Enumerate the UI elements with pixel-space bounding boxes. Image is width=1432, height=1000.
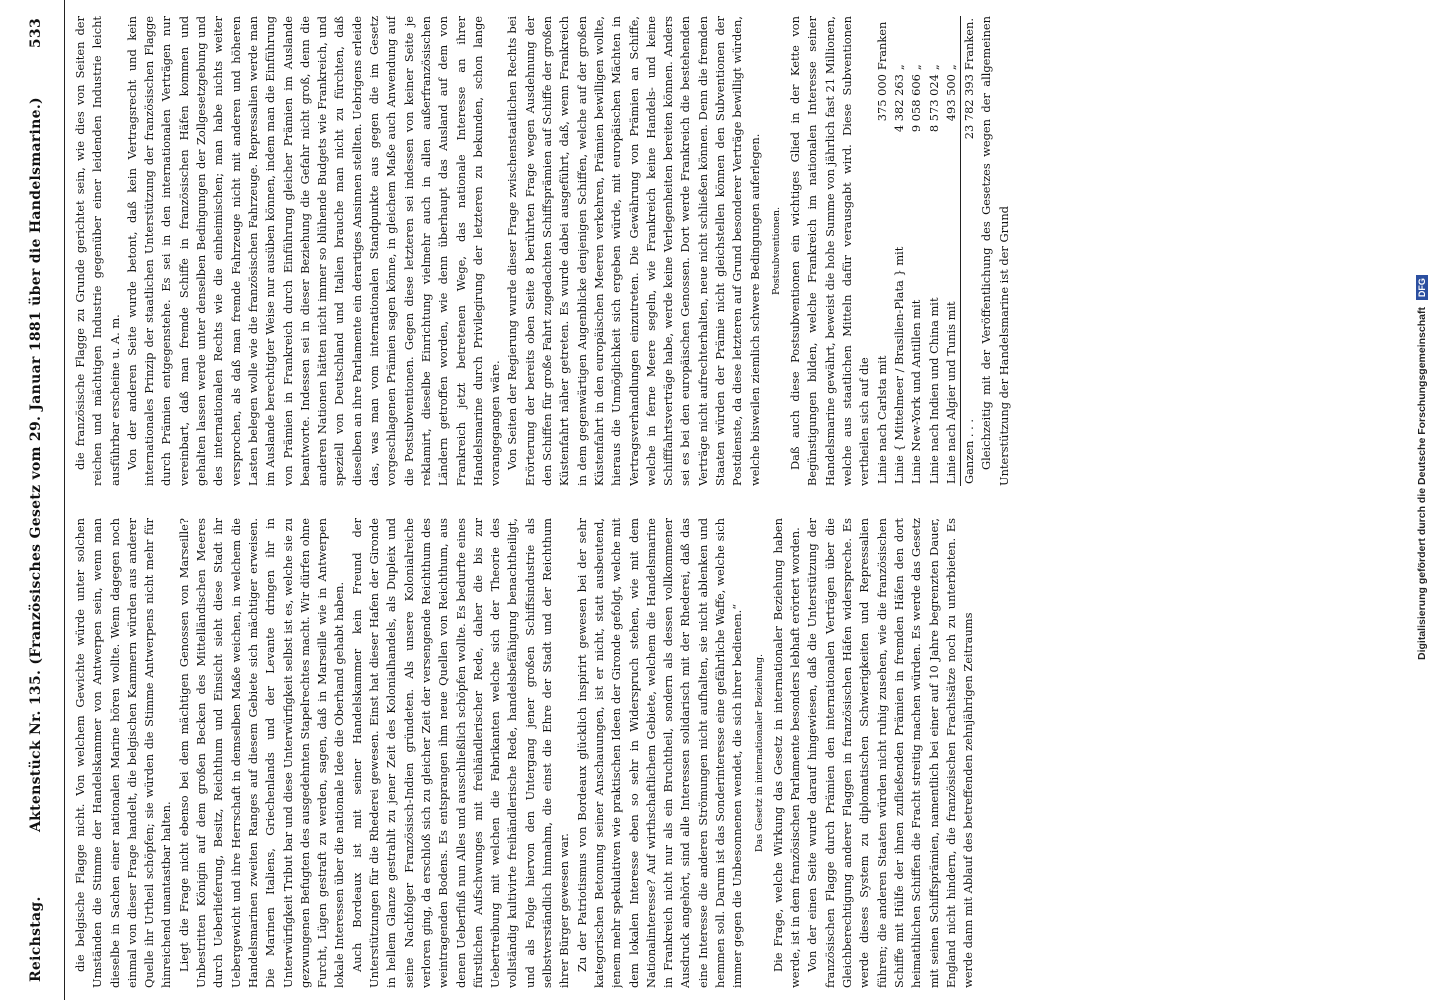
table-cell-unit: „ bbox=[909, 64, 924, 71]
table-cell-label: Linie nach Carlsta mit bbox=[874, 355, 889, 484]
table-cell-unit: „ bbox=[891, 64, 906, 71]
table-row bbox=[926, 16, 943, 486]
paragraph: Von der anderen Seite wurde betont, daß kein Vertragsrecht und kein internationales Prinzip der staatlichen Unterstützung der französischen Flagge durch Prämien entgegenstehe. Es sei in den internationalen Verträgen nur vereinbart, daß man fremde Schiffe in französischen Häfen kommen und gehalten lassen werde unter denselben Bedingungen der Zollgesetzgebung und des internationalen Rechts wie die einheimischen; man habe nichts weiter versprochen, als daß man fremde Fahrzeuge nicht mit anderen und höheren Lasten belegen wolle wie die französischen Fahrzeuge. Repressalien werde man im Auslande berechtigter Weise nur ausüben können, indem man die Einführung von Prämien in Frankreich durch Einführung gleicher Prämien im Auslande beantworte. Indessen sei in dieser Beziehung die Gefahr nicht groß, denn die anderen Nationen hätten nicht immer so blühende Budgets wie Frankreich, und speziell von Deutschland und Italien brauche man nicht zu fürchten, daß dieselben an ihre Parlamente ein derartiges Ansinnen stellten. Uebrigens erleide das, was man vom internationalen Standpunkte aus gegen die im Gesetz vorgeschlagenen Prämien sagen könne, in gleichem Maße auch Anwendung auf die Postsubventionen. Gegen diese letzteren sei indessen von keiner Seite je reklamirt, dieselbe Einrichtung vielmehr auch in allen außerfranzösischen Ländern getroffen worden, wie denn überhaupt das Ausland auf dem von Frankreich jetzt betretenen Wege, das nationale Interesse an ihrer Handelsmarine durch Privilegirung der letzteren zu bekunden, schon lange vorangegangen wäre. bbox=[124, 16, 503, 486]
table-total-value: 23 782 393 bbox=[961, 72, 979, 164]
table-cell-unit: Franken bbox=[874, 21, 889, 71]
table-cell-label: Linie { Mittelmeer / Brasilien-Plata } mit bbox=[891, 246, 906, 484]
table-total-label: Ganzen . . . bbox=[961, 164, 979, 486]
table-total-unit: Franken. bbox=[961, 16, 979, 72]
paragraph: Gleichzeitig mit der Veröffentlichung des Gesetzes wegen der allgemeinen Unterstützung der Handelsmarine ist der Grund bbox=[979, 16, 1011, 486]
table-row bbox=[891, 16, 908, 486]
attribution-text-wrap bbox=[1408, 0, 1432, 660]
section-heading: Das Gesetz in internationaler Beziehung. bbox=[753, 653, 765, 853]
paragraph: die französische Flagge zu Grunde gerichtet sein, wie dies von Seiten der reichen und mächtigen Industrie gegenüber einer leidenden Industrie leicht ausführbar erscheine u. A. m. bbox=[73, 16, 122, 486]
header-rule bbox=[64, 0, 65, 1000]
table-cell-value: 375 000 bbox=[874, 74, 889, 122]
table-cell-value: 493 500 bbox=[943, 74, 958, 122]
table-row bbox=[908, 16, 925, 486]
section-heading: Postsubventionen. bbox=[770, 206, 782, 296]
table-cell-value: 4 382 263 bbox=[891, 74, 906, 133]
table-row bbox=[874, 16, 891, 486]
paragraph: die belgische Flagge nicht. Von welchem Gewichte würde unter solchen Umständen die Stimme der Handelskammer von Antwerpen sein, wenn man dieselbe in Sachen einer nationalen Marine hören wollte. Wenn dagegen noch einmal von dieser Frage handelt, die belgischen Kammern würden aus anderer Quelle ihr Urtheil schöpfen; sie würden die Stimme Antwerpens nicht mehr für hinreichend unantastbar halten. bbox=[73, 518, 174, 988]
paragraph: Auch Bordeaux ist mit seiner Handelskammer kein Freund der Unterstützungen für die Rhederei gewesen. Einst hat dieser Hafen der Gironde in hellem Glanze gestrahlt zu jener Zeit des Kolonialhandels, als Dupleix und seine Nachfolger Französisch-Indien gründeten. Als unsere Kolonialreiche verloren ging, da erschloß sich zu gleicher Zeit der versengende Reichthum des weintragenden Bodens. Es entsprangen ihm neue Quellen von Reichthum, aus denen Ueberfluß nun Alles und ausschließlich schöpfen wollte. Es bedurfte eines fürstlichen Aufschwunges mit freihändlerischer Rede, daher die bis zur Uebertreibung mit welchen die Fabrikanten welche sich der Theorie des vollständig kultivirte freihändlerische Rede, handelsbefähigung benachtheiligt, und als Folge hiervon den Untergang jener großen Schiffsindustrie als selbstverständlich hinnahm, die einst die Ehre der Stadt und der Reichthum ihrer Bürger gewesen war. bbox=[349, 518, 572, 988]
header-left: Reichstag. bbox=[28, 896, 44, 982]
paragraph: Die Frage, welche Wirkung das Gesetz in internationaler Beziehung haben werde, ist in dem französischen Parlamente besonders lebhaft erörtert worden. bbox=[770, 518, 803, 988]
table-row bbox=[943, 16, 961, 486]
paragraph: Von Seiten der Regierung wurde dieser Frage zwischenstaatlichen Rechts bei Erörterung der bereits oben Seite 8 berührten Frage wegen Ausdehnung der den Schiffen für große Fahrt zugedachten Schiffsprämien auf Schiffe der großen Küstenfahrt näher getreten. Es wurde dabei ausgeführt, daß, wenn Frankreich in dem gegenwärtigen Augenblicke denjenigen Schiffen, welche auf der großen Küstenfahrt in den europäischen Meeren verkehren, Prämien bewilligen wollte, hieraus die Unmöglichkeit sich ergeben würde, mit europäischen Mächten in Vertragsverhandlungen einzutreten. Die Gewährung von Prämien an Schiffe, welche in ferne Meere segeln, wie Frankreich keine Handels- und keine Schifffahrtsverträge habe, werde keine Verlegenheiten bereiten können. Anders sei es bei den europäischen Genossen. Dort werde Frankreich die bestehenden Verträge nicht aufrechterhalten, neue nicht schließen können. Denn die fremden Staaten würden der Prämie nicht gleichstellen können den Subventionen der Postdienste, da diese letzteren auf Grund besonderer Verträge bewilligt würden, welche bisweilen ziemlich schwere Bedingungen auferlegen. bbox=[505, 16, 762, 486]
table-cell-label: Linie New-York und Antillen mit bbox=[909, 299, 924, 484]
sidebar-attribution bbox=[1402, 0, 1430, 1000]
dfg-logo: DFG bbox=[1416, 275, 1428, 300]
table-cell-unit: „ bbox=[926, 64, 941, 71]
table-cell-label: Linie nach Algier und Tunis mit bbox=[943, 301, 958, 484]
table-cell-value: 8 573 024 bbox=[926, 74, 941, 133]
table-cell-value: 9 058 606 bbox=[909, 74, 924, 133]
attribution-text: Digitalisierung gefördert durch die Deutsche Forschungsgemeinschaft bbox=[1416, 307, 1428, 660]
paragraph: Von der einen Seite wurde darauf hingewiesen, daß die Unterstützung der französischen Flagge durch Prämien den internationalen Verträgen über die Gleichberechtigung anderer Flaggen in französischen Häfen widerspreche. Es werde dieses System zu diplomatischen Schwierigkeiten und Repressalien führen; die anderen Staaten würden nicht ruhig zusehen, wie die französischen Schiffe mit Hülfe der ihnen zufließenden Prämien in fremden Häfen den dort heimathlichen Schiffen die Fracht streitig machen würden. Es werde das Gesetz mit seinen Schiffsprämien, namentlich bei einer auf 10 Jahre begrenzten Dauer, England nicht hindern, die französischen Frachtsätze noch zu unterbieten. Es werde dann mit Ablauf des betreffenden zehnjährigen Zeitraums bbox=[805, 518, 976, 988]
left-column bbox=[72, 518, 1394, 988]
paragraph: Liegt die Frage nicht ebenso bei dem mächtigen Genossen von Marseille? Unbestritten Königin auf dem großen Becken des Mittelländischen Meeres durch Ueberlieferung, Besitz, Reichthum und Einsicht sieht diese Stadt ihr Uebergewicht und ihre Herrschaft in demselben Maße weichen, in welchem die Handelsmarinen zweiten Ranges auf diesem Gebiete sich mächtiger erweisen. Die Marinen Italiens, Griechenlands und der Levante dringen ihr in Unterwürfigkeit Tribut bar und diese Unterwürfigkeit selbst ist es, welche sie zu gezwungenen Befugten des ausgedehnten Stapelrechtes macht. Wir dürfen ohne Furcht, Lügen gestraft zu werden, sagen, daß in Marseille wie in Antwerpen lokale Interessen über die nationale Idee die Oberhand gehabt haben. bbox=[176, 518, 347, 988]
paragraph: Daß auch diese Postsubventionen ein wichtiges Glied in der Kette von Begünstigungen bilden, welche Frankreich im nationalen Interesse seiner Handelsmarine gewährt, beweist die hohe Summe von jährlich fast 21 Millionen, welche aus staatlichen Mitteln dafür verausgabt wird. Diese Subventionen vertheilen sich auf die bbox=[788, 16, 872, 486]
paragraph: Zu der Patriotismus von Bordeaux glücklich inspirirt gewesen bei der sehr kategorischen Betonung seiner Anschauungen, ist er nicht, statt ausbeutend, jenem mehr spekulativen wie praktischen Ideen der Gironde gefolgt, welche mit dem lokalen Interesse eben so sehr in Widerspruch stehen, wie mit dem Nationalinteresse? Auf wirthschaftlichem Gebiete, welchem die Handelsmarine in Frankreich nicht nur als ein Bruchtheil, sondern als dessen vollkommener Ausdruck angehört, sind alle Interessen solidarisch mit der Rhederei, daß das eine Interesse die anderen Strömungen nicht aufhalten, sie nicht ablenken und hemmen soll. Darum ist das Sonderinteresse eine gefährliche Waffe, welche sich immer gegen die Unbesonnenen wendet, die sich ihrer bedienen.“ bbox=[574, 518, 745, 988]
page-number: 533 bbox=[28, 18, 44, 49]
right-column bbox=[72, 16, 1394, 486]
subsidy-table bbox=[874, 16, 979, 486]
page-header bbox=[28, 18, 52, 982]
header-title: Aktenstück Nr. 135. (Französisches Gesetz vom 29. Januar 1881 über die Handelsmarine.) bbox=[28, 97, 44, 832]
table-total-row bbox=[961, 16, 979, 486]
table-cell-unit: „ bbox=[943, 64, 958, 71]
table-cell-label: Linie nach Indien und China mit bbox=[926, 297, 941, 484]
